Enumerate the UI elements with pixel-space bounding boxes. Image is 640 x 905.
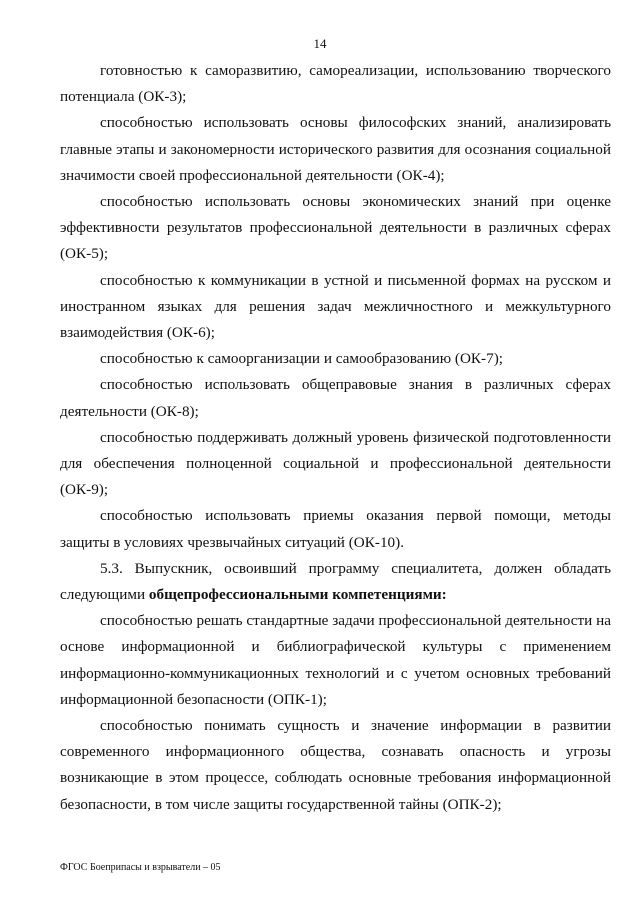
- section-5-3-intro: [60, 556, 611, 608]
- paragraph-ok-4: способностью использовать основы философских знаний, анализировать главные этапы и закономерности исторического развития для осознания социальной значимости своей профессиональной деятельности (ОК-4);: [60, 114, 611, 184]
- paragraph-ok-7: способностью к самоорганизации и самообразованию (ОК-7);: [100, 350, 503, 368]
- section-5-3-bold-term: общепрофессиональными компетенциями:: [148, 586, 447, 604]
- paragraph-opk-1: способностью решать стандартные задачи профессиональной деятельности на основе информационной и библиографической культуры с применением информационно-коммуникационных технологий и с учетом основных требований информационной безопасности (ОПК-1);: [60, 612, 611, 708]
- page-number: 14: [313, 36, 327, 51]
- paragraph-ok-6: способностью к коммуникации в устной и письменной формах на русском и иностранном языках для решения задач межличностного и межкультурного взаимодействия (ОК-6);: [60, 271, 611, 342]
- paragraph-ok-5: способностью использовать основы экономических знаний при оценке эффективности результатов профессиональной деятельности в различных сферах (ОК-5);: [60, 193, 611, 263]
- paragraph-ok-8: способностью использовать общеправовые знания в различных сферах деятельности (ОК-8);: [60, 376, 611, 420]
- paragraph-ok-3: готовностью к саморазвитию, самореализации, использованию творческого потенциала (ОК-3);: [60, 62, 611, 106]
- section-5-3-lead: 5.3. Выпускник, освоивший программу специалитета, должен обладать следующими: [60, 559, 611, 604]
- document-body: [60, 58, 611, 818]
- paragraph-ok-9: способностью поддерживать должный уровень физической подготовленности для обеспечения полноценной социальной и профессиональной деятельности (ОК-9);: [60, 428, 611, 499]
- paragraph-opk-2: способностью понимать сущность и значение информации в развитии современного информационного общества, сознавать опасность и угрозы возникающие в этом процессе, соблюдать основные требования информационной безопасности, в том числе защиты государственной тайны (ОПК-2);: [60, 717, 611, 813]
- paragraph-ok-10: способностью использовать приемы оказания первой помощи, методы защиты в условиях чрезвычайных ситуаций (ОК-10).: [60, 507, 611, 551]
- page-footer: ФГОС Боеприпасы и взрыватели – 05: [60, 862, 221, 873]
